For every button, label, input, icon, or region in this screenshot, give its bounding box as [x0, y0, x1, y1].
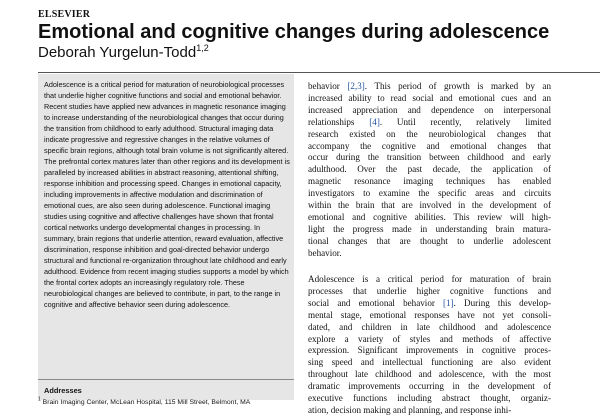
header-divider: [38, 72, 600, 73]
text-run: emotional and cognitive abilities. This review will high-: [308, 211, 551, 222]
text-line: [308, 322, 551, 334]
text-run: research existed on the neurobiological changes that: [308, 128, 551, 139]
citation-link[interactable]: [2,3]: [347, 81, 365, 91]
text-run: accompany the cognitive and emotional changes that: [308, 140, 551, 151]
text-run: . During this develop-: [453, 297, 552, 308]
text-line: [308, 274, 551, 286]
text-line: [308, 152, 551, 164]
footnote-mark: 1: [38, 396, 41, 403]
text-line: [308, 129, 551, 141]
text-line: [308, 200, 551, 212]
author-line: [38, 44, 209, 61]
text-run: . This period of growth is marked by an: [364, 81, 551, 91]
abstract-text: Adolescence is a critical period for maturation of neurobiological processes that underlie higher cognitive functions and social and emotional behavior. Recent studies have applied new advances in magnetic resonance imaging to increase understanding of the neurobiological changes that occur during the transition from childhood to early adulthood. Structural imaging data indicate progressive and regressive changes in the relative volumes of specific brain regions, although total brain volume is not significantly altered. The prefrontal cortex matures later than other regions and its development is paralleled by increased abilities in abstract reasoning, attentional shifting, response inhibition and processing speed. Changes in emotional capacity, including improvements in affective modulation and discrimination of emotional cues, are also seen during adolescence. Functional imaging studies using cognitive and affective challenges have shown that frontal cortical networks undergo developmental changes in processing. In summary, brain regions that underlie attention, reward evaluation, affective discrimination, response inhibition and goal-directed behavior undergo structural and functional re-organization throughout late childhood and early adulthood. Evidence from recent imaging studies supports a model by which the frontal cortex adopts an increasingly regulatory role. These neurobiological changes are believed to contribute, in part, to the range in cognitive and affective behavior seen during adolescence.: [44, 80, 290, 309]
text-line: [308, 369, 551, 381]
text-run: relationships: [308, 116, 370, 127]
text-run: dated, and children in late childhood and adolescence: [308, 321, 551, 332]
body-paragraph-1: [308, 81, 551, 260]
article-title: Emotional and cognitive changes during adolescence: [38, 21, 550, 43]
text-line: [308, 141, 551, 153]
text-line: [308, 188, 551, 200]
text-line: [308, 345, 551, 357]
addresses-heading: Addresses: [44, 386, 82, 395]
text-line: [308, 248, 551, 260]
text-line: [308, 381, 551, 393]
body-paragraph-2: [308, 274, 551, 417]
text-line: [308, 176, 551, 188]
citation-link[interactable]: [1]: [443, 297, 454, 308]
text-run: adulthood. Over the past decade, the application of: [308, 164, 551, 175]
text-run: sing speed and intellectual functioning are also evident: [308, 357, 551, 368]
text-run: throughout late childhood and adolescence, with the most: [308, 369, 551, 380]
text-line: [308, 286, 551, 298]
text-line: [308, 310, 551, 322]
text-run: dramatic improvements occurring in the development of: [308, 381, 551, 392]
text-line: [308, 334, 551, 346]
text-run: Adolescence is a critical period for maturation of brain: [308, 274, 551, 284]
text-run: explore a variety of styles and methods of affective: [308, 333, 551, 344]
text-run: behavior: [308, 81, 348, 91]
text-run: occur during the transition between childhood and early: [308, 152, 551, 163]
text-run: expression. Significant improvements in cognitive proces-: [308, 345, 551, 356]
text-line: [308, 105, 551, 117]
text-run: magnetic resonance imaging techniques has enabled: [308, 176, 551, 187]
text-run: . Until recently, relatively limited: [379, 116, 551, 127]
text-line: [308, 117, 551, 129]
text-line: [308, 224, 551, 236]
text-line: [308, 393, 551, 405]
text-run: behavior.: [308, 247, 342, 258]
text-line: [308, 93, 551, 105]
text-run: tional changes that are thought to underlie adolescent: [308, 235, 551, 246]
footnote-separator: [38, 379, 294, 380]
text-line: [308, 236, 551, 248]
author-affiliation-marks: 1,2: [196, 43, 209, 53]
text-line: [308, 212, 551, 224]
footnote-text: Brain Imaging Center, McLean Hospital, 115 Mill Street, Belmont, MA: [42, 399, 251, 406]
text-run: increased appreciation and dependence on interpersonal: [308, 104, 551, 115]
text-run: mental stage, emotional responses have not yet consoli-: [308, 309, 551, 320]
text-run: ation, decision making and planning, and response inhi-: [308, 404, 512, 415]
text-run: within the brain that are involved in the development of: [308, 200, 551, 211]
publisher-logo-text: ELSEVIER: [38, 9, 91, 20]
citation-link[interactable]: [4]: [369, 116, 380, 127]
text-line: [308, 164, 551, 176]
author-name: Deborah Yurgelun-Todd: [38, 44, 197, 61]
text-run: executive functions including abstract thought, organiz-: [308, 393, 551, 404]
text-run: social and emotional behavior: [308, 297, 444, 308]
text-line: [308, 298, 551, 310]
text-run: investigators to examine the specific areas and circuits: [308, 188, 551, 199]
text-run: increased ability to read social and emotional cues and an: [308, 92, 551, 103]
text-line: [308, 81, 551, 93]
text-run: processes that underlie higher cognitive functions and: [308, 285, 551, 296]
footnote-affiliation-1: [38, 396, 251, 406]
text-run: light the progress made in understanding brain matura-: [308, 223, 551, 234]
text-line: [308, 357, 551, 369]
